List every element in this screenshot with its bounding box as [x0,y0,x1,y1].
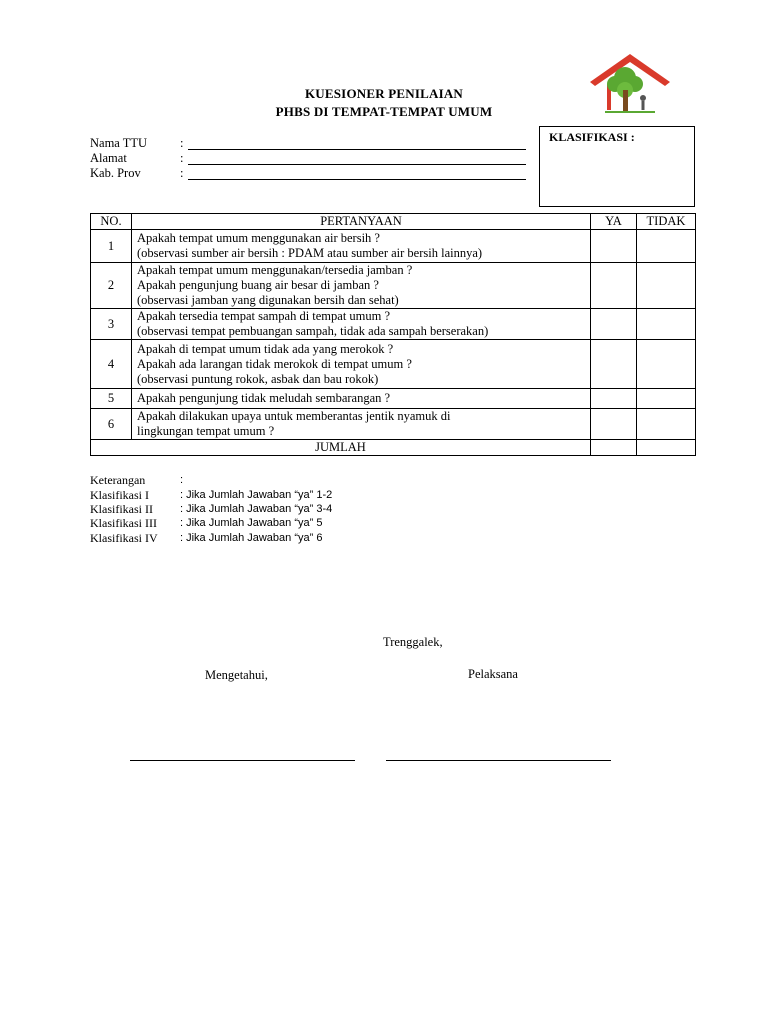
table-header-row [91,214,696,230]
question-cell [132,409,591,440]
answer-yes-cell[interactable] [591,309,637,340]
klasifikasi-rule [90,502,490,517]
question-line: Apakah pengunjung tidak meludah sembarangan ? [137,391,391,405]
answer-no-cell[interactable] [637,409,696,440]
field-alamat[interactable] [90,151,530,165]
question-cell [132,309,591,340]
answer-no-cell[interactable] [637,309,696,340]
klasifikasi-rule-label: Klasifikasi III [90,516,157,530]
answer-yes-cell[interactable] [591,340,637,389]
answer-yes-cell[interactable] [591,389,637,409]
question-line: (observasi tempat pembuangan sampah, tidak ada sampah berserakan) [137,324,489,338]
table-row [91,340,696,389]
document-title-line1: KUESIONER PENILAIAN [304,86,464,101]
question-line: (observasi jamban yang digunakan bersih dan sehat) [137,293,399,307]
signature-line-left[interactable] [130,760,355,761]
total-label: JUMLAH [91,440,591,456]
table-row [91,409,696,440]
question-line: (observasi sumber air bersih : PDAM atau sumber air bersih lainnya) [137,246,483,260]
answer-yes-cell[interactable] [591,230,637,263]
table-row [91,263,696,309]
question-line: Apakah ada larangan tidak merokok di tempat umum ? [137,356,412,371]
header-yes: YA [591,214,637,230]
field-kab-prov[interactable] [90,166,530,180]
header-question: PERTANYAAN [132,214,591,230]
answer-no-cell[interactable] [637,340,696,389]
question-table [90,213,696,456]
row-number: 4 [91,340,132,389]
question-line: Apakah tersedia tempat sampah di tempat umum ? [137,309,391,323]
question-cell [132,230,591,263]
keterangan-row [90,473,490,488]
fill-line[interactable] [188,151,526,165]
klasifikasi-rule-value: : Jika Jumlah Jawaban “ya” 6 [180,532,323,544]
row-number: 3 [91,309,132,340]
field-label: Kab. Prov [90,166,141,180]
question-line: (observasi puntung rokok, asbak dan bau rokok) [137,371,379,386]
row-number: 2 [91,263,132,309]
klasifikasi-rule-label: Klasifikasi IV [90,531,158,545]
total-no-cell[interactable] [637,440,696,456]
header-tidak: TIDAK [637,214,696,230]
field-colon: : [180,151,184,165]
klasifikasi-rule-value: : Jika Jumlah Jawaban “ya” 5 [180,517,323,529]
field-label: Alamat [90,151,127,165]
table-row [91,389,696,409]
field-label: Nama TTU [90,136,148,150]
klasifikasi-rule [90,516,490,531]
field-colon: : [180,136,184,150]
table-row [91,230,696,263]
header-no: NO. [91,214,132,230]
fill-line[interactable] [188,166,526,180]
signature-place: Trenggalek, [383,635,443,649]
klasifikasi-label: KLASIFIKASI : [549,130,635,144]
row-number: 1 [91,230,132,263]
fill-line[interactable] [188,136,526,150]
answer-yes-cell[interactable] [591,409,637,440]
document-title-line2: PHBS DI TEMPAT-TEMPAT UMUM [275,104,493,119]
row-number: 6 [91,409,132,440]
signature-right-label: Pelaksana [468,667,518,681]
signature-left-label: Mengetahui, [205,668,268,682]
question-cell [132,340,591,389]
total-row [91,440,696,456]
klasifikasi-rule [90,531,490,546]
question-line: lingkungan tempat umum ? [137,424,275,438]
question-cell [132,389,591,409]
answer-no-cell[interactable] [637,263,696,309]
total-yes-cell[interactable] [591,440,637,456]
table-row [91,309,696,340]
answer-yes-cell[interactable] [591,263,637,309]
keterangan-value: : [180,474,184,486]
keterangan-label: Keterangan [90,473,146,487]
answer-no-cell[interactable] [637,389,696,409]
answer-no-cell[interactable] [637,230,696,263]
klasifikasi-rule-value: : Jika Jumlah Jawaban “ya” 1-2 [180,489,333,501]
field-colon: : [180,166,184,180]
klasifikasi-rule [90,488,490,503]
question-line: Apakah pengunjung buang air besar di jamban ? [137,278,379,292]
question-line: Apakah dilakukan upaya untuk memberantas jentik nyamuk di [137,409,451,423]
signature-line-right[interactable] [386,760,611,761]
klasifikasi-rule-label: Klasifikasi I [90,488,149,502]
klasifikasi-rule-value: : Jika Jumlah Jawaban “ya” 3-4 [180,503,333,515]
row-number: 5 [91,389,132,409]
question-line: Apakah di tempat umum tidak ada yang merokok ? [137,341,394,356]
question-line: Apakah tempat umum menggunakan air bersih ? [137,231,380,245]
question-cell [132,263,591,309]
klasifikasi-rule-label: Klasifikasi II [90,502,153,516]
field-nama-ttu[interactable] [90,136,530,150]
question-line: Apakah tempat umum menggunakan/tersedia jamban ? [137,263,413,277]
